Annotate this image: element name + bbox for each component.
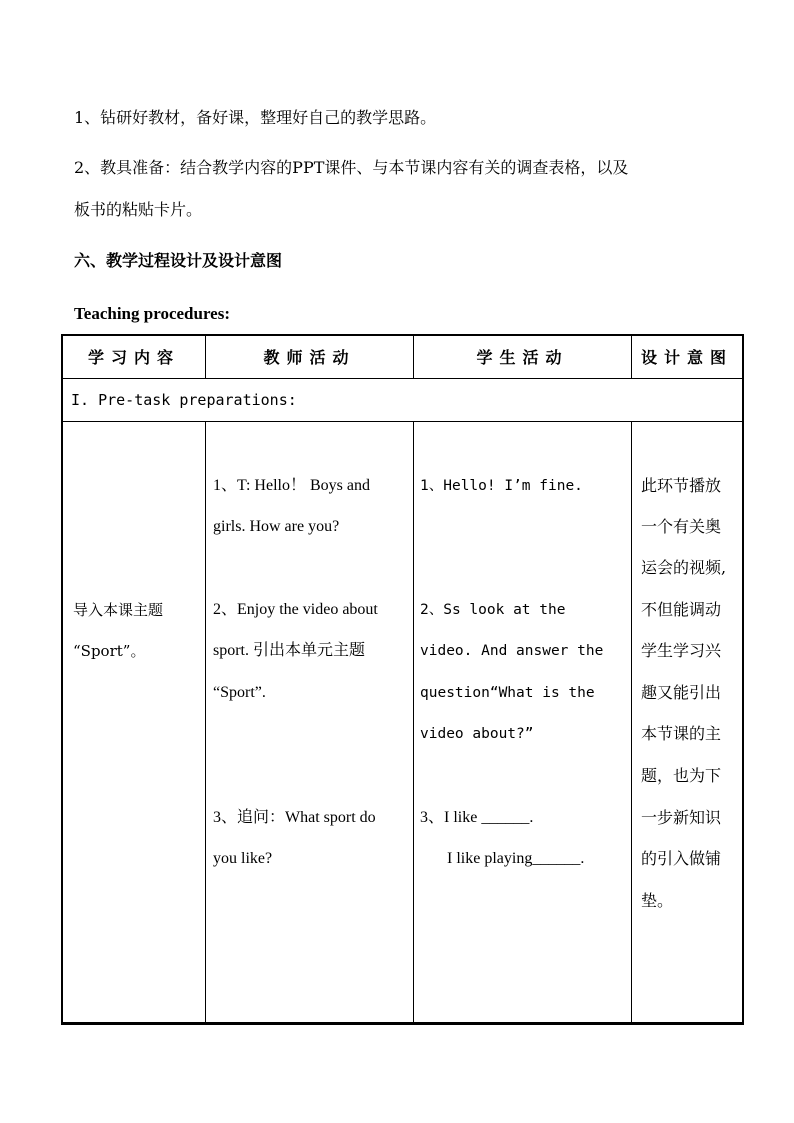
student-line-4: question“What is the: [420, 685, 595, 701]
student-line-1: 1、Hello! I’m fine.: [420, 478, 583, 494]
procedures-title: Teaching procedures:: [74, 304, 231, 323]
col-divider-1: [205, 421, 206, 1022]
teacher-line-2: girls. How are you?: [213, 518, 340, 535]
intent-line-7: 本节课的主: [641, 724, 722, 743]
header-intent: 设计意图: [640, 348, 733, 367]
content-line-2: “Sport”。: [73, 642, 146, 660]
intent-line-8: 题，也为下: [641, 766, 722, 785]
intent-line-1: 此环节播放: [641, 476, 722, 495]
intent-line-3: 运会的视频,: [641, 558, 727, 577]
col-divider-2: [413, 421, 414, 1022]
intent-line-2: 一个有关奥: [641, 517, 722, 536]
teacher-line-1: 1、T: Hello！ Boys and: [213, 477, 370, 494]
teaching-procedures-table: [61, 334, 744, 1025]
section-label: I. Pre-task preparations:: [71, 391, 297, 409]
student-line-3: video. And answer the: [420, 643, 604, 659]
intent-line-11: 垫。: [641, 891, 674, 910]
col-divider-3: [631, 421, 632, 1022]
teacher-line-4: sport. 引出本单元主题: [213, 642, 366, 659]
intent-line-5: 学生学习兴: [641, 641, 722, 660]
student-line-6: 3、I like ______.: [420, 809, 534, 826]
teacher-line-7: you like?: [213, 850, 273, 867]
prep-item-2-line-2: 板书的粘贴卡片。: [74, 200, 203, 219]
teacher-line-6: 3、追问：What sport do: [213, 809, 376, 826]
header-student: 学生活动: [476, 348, 569, 367]
content-line-1: 导入本课主题: [73, 601, 164, 619]
teacher-line-5: “Sport”.: [213, 684, 266, 701]
intent-line-10: 的引入做铺: [641, 849, 722, 868]
prep-item-2-line-1: 2、教具准备：结合教学内容的PPT课件、与本节课内容有关的调查表格，以及: [74, 158, 629, 177]
student-line-7: I like playing______.: [447, 850, 585, 867]
intent-line-4: 不但能调动: [641, 600, 722, 619]
student-line-5: video about?”: [420, 726, 534, 742]
intent-line-6: 趣又能引出: [641, 683, 722, 702]
student-line-2: 2、Ss look at the: [420, 602, 566, 618]
section-divider: [63, 421, 742, 422]
section-heading: 六、教学过程设计及设计意图: [74, 251, 283, 270]
prep-item-1: 1、钻研好教材，备好课，整理好自己的教学思路。: [74, 108, 437, 127]
intent-line-9: 一步新知识: [641, 808, 722, 827]
header-teacher: 教师活动: [263, 348, 356, 367]
teacher-line-3: 2、Enjoy the video about: [213, 601, 378, 618]
header-divider: [63, 378, 742, 379]
header-content: 学习内容: [87, 348, 180, 367]
